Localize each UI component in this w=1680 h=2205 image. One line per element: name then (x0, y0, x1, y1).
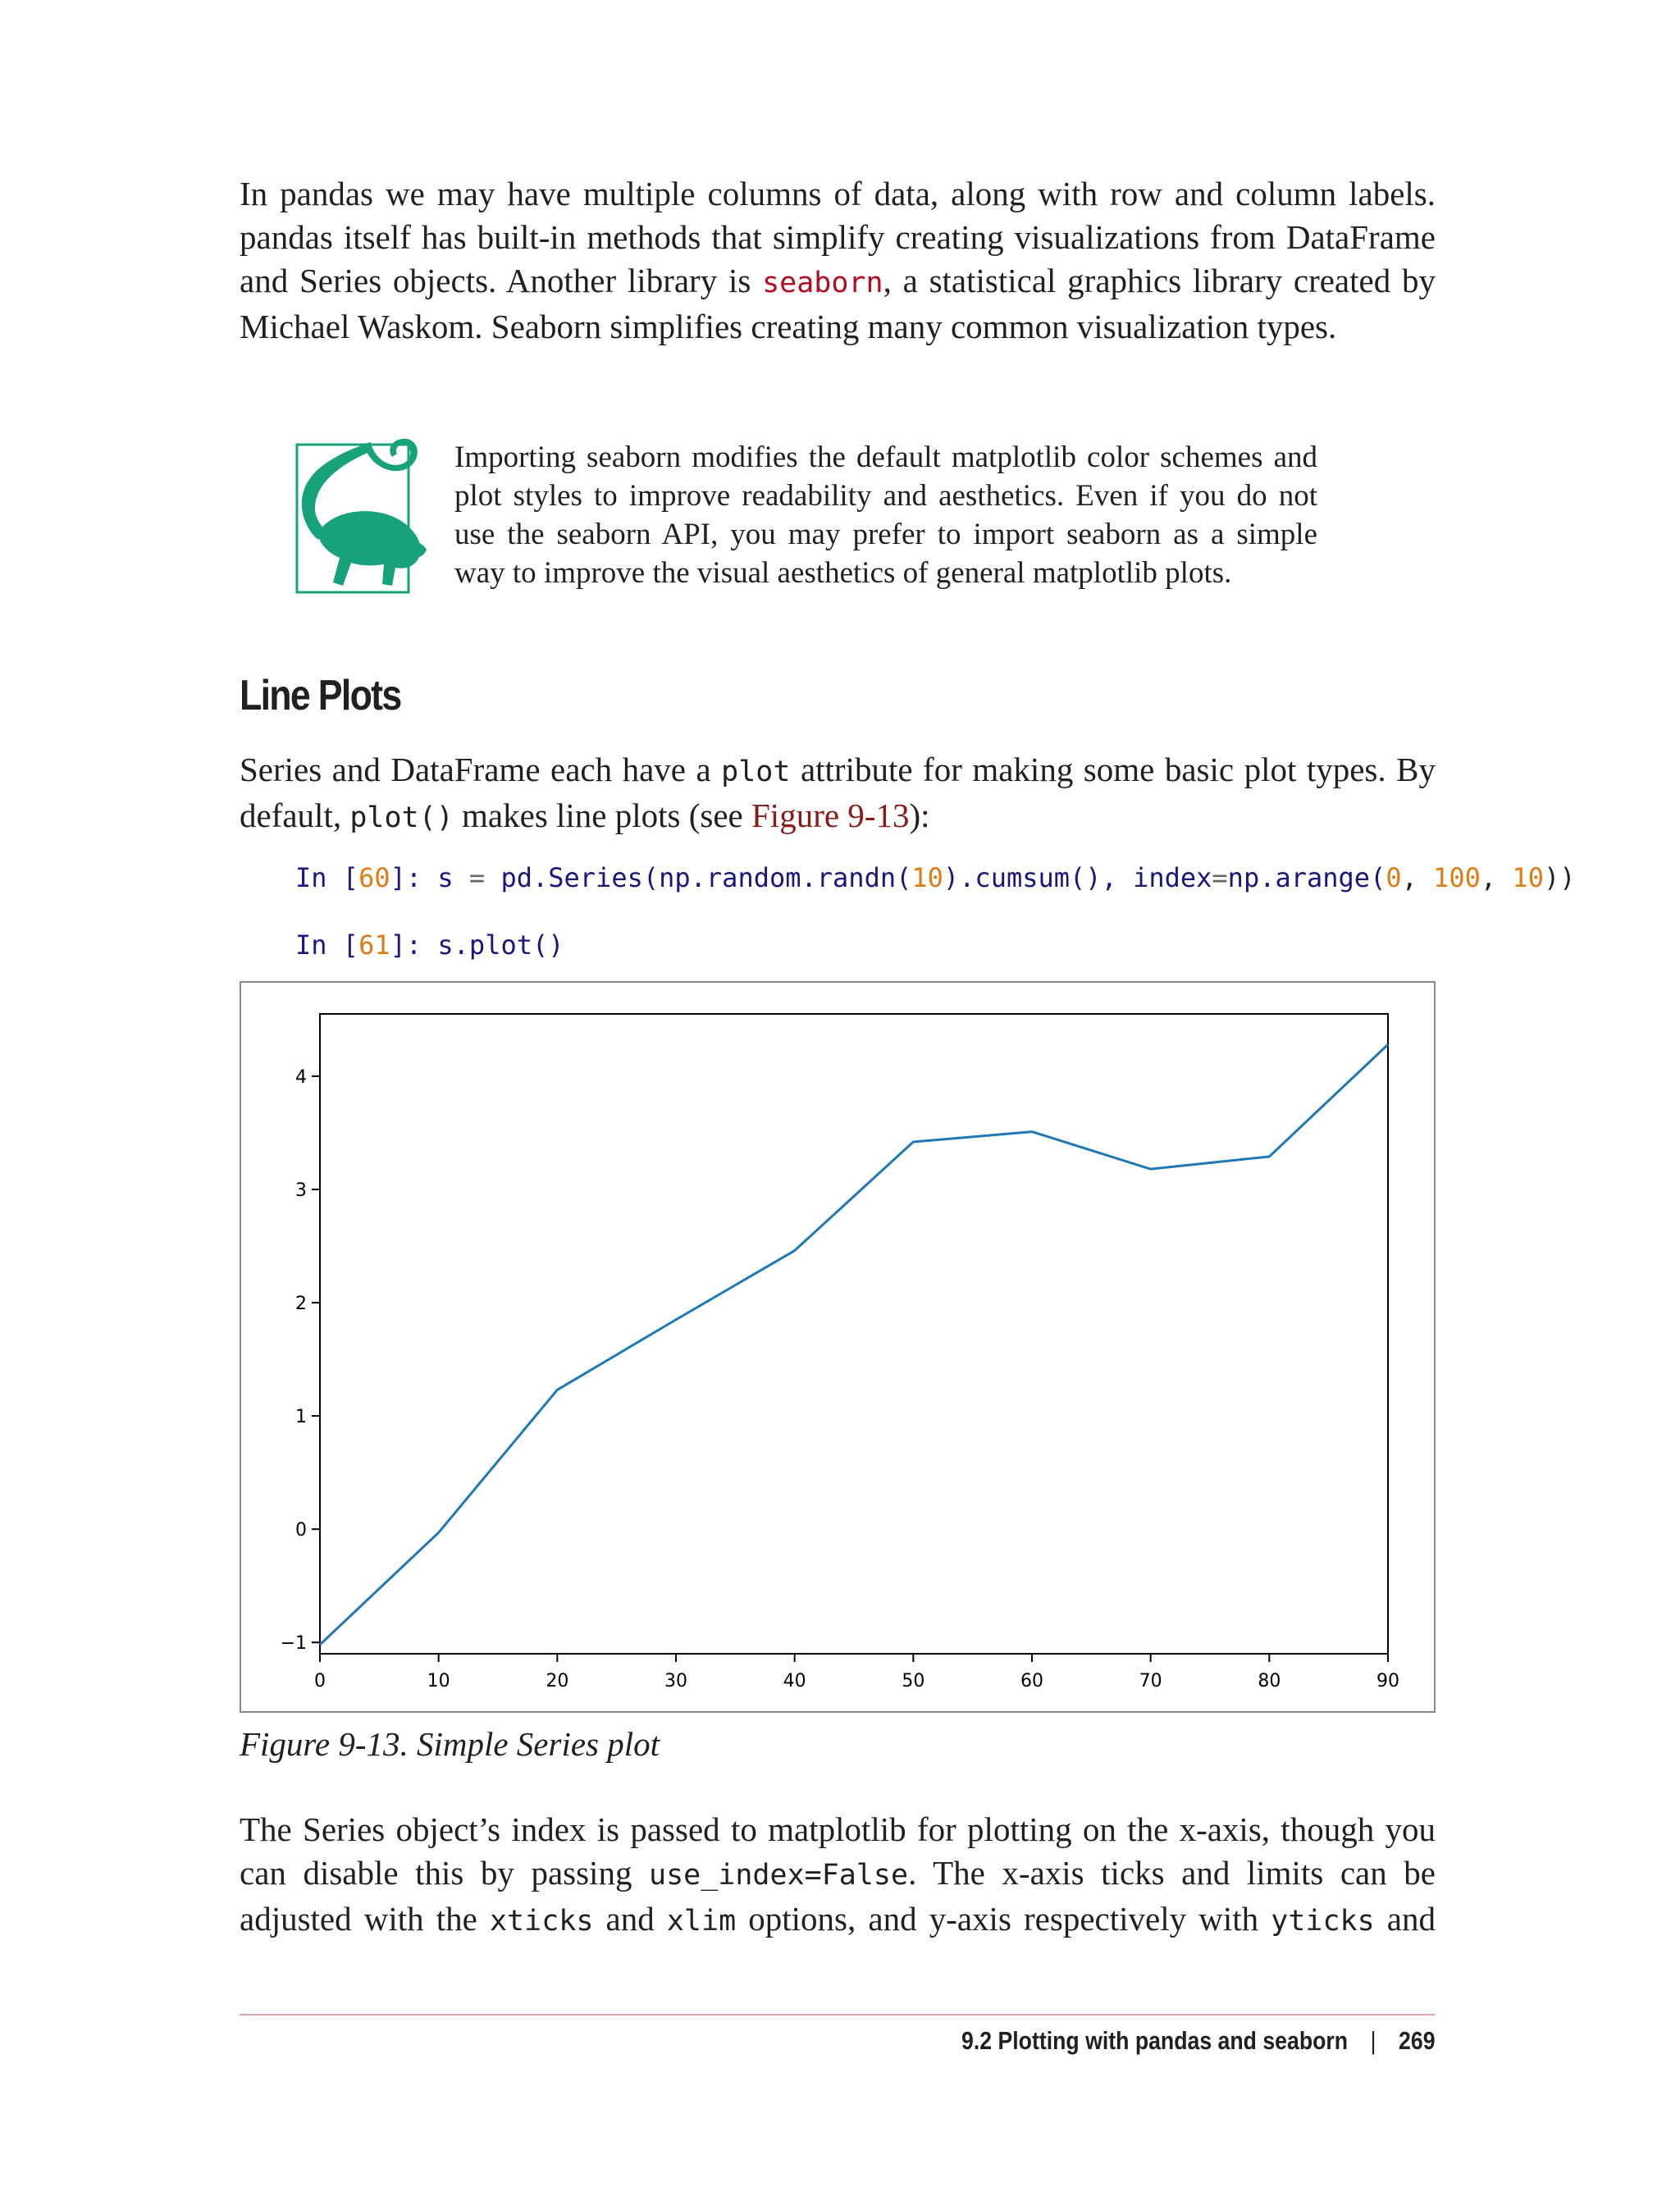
inline-code-xticks: xticks (489, 1905, 594, 1938)
inline-code-use-index: use_index=False (649, 1859, 909, 1892)
text: makes line plots (see (453, 797, 751, 834)
code-token: , (1480, 862, 1513, 893)
series-line (320, 1044, 1388, 1645)
prompt: In [ (295, 862, 359, 893)
x-tick-label: 90 (1376, 1671, 1399, 1691)
code-token: = (468, 862, 486, 893)
code-number: 10 (1512, 862, 1544, 893)
prompt-end: ]: (390, 862, 438, 893)
text: Series and DataFrame each have a (240, 751, 722, 788)
text: and (593, 1900, 667, 1938)
x-tick-label: 80 (1258, 1671, 1281, 1691)
x-tick-label: 20 (546, 1671, 569, 1691)
code-line-60 (295, 861, 1576, 894)
running-footer (961, 2026, 1436, 2056)
code-token: np.arange( (1227, 862, 1386, 893)
x-tick-label: 40 (783, 1671, 806, 1691)
code-number: 0 (1386, 862, 1402, 893)
index-paragraph (240, 1808, 1436, 1943)
code-token: s (437, 862, 469, 893)
code-line-61 (295, 929, 564, 961)
text: The Series object’s index is passed to matplotlib for plotting on the x-axis, though you can disable this by passing (240, 1810, 1436, 1892)
prompt-number: 61 (358, 929, 390, 961)
y-tick-label: 3 (295, 1180, 307, 1201)
text: options, and y-axis respectively with (736, 1900, 1271, 1938)
x-tick-label: 60 (1020, 1671, 1043, 1691)
line-chart (241, 983, 1434, 1711)
y-tick-label: −1 (280, 1633, 307, 1655)
inline-code-xlim: xlim (666, 1905, 737, 1938)
code-token: = (1212, 862, 1228, 893)
code-token: s.plot() (437, 929, 564, 961)
code-number: 10 (911, 862, 943, 893)
x-tick-label: 70 (1139, 1671, 1162, 1691)
text: and (1374, 1900, 1436, 1938)
figure-link[interactable]: Figure 9-13 (751, 797, 910, 834)
footer-section: 9.2 Plotting with pandas and seaborn (961, 2026, 1349, 2055)
y-tick-label: 2 (295, 1294, 307, 1315)
prompt-number: 60 (358, 862, 390, 893)
page-number: 269 (1399, 2026, 1436, 2055)
note-text: Importing seaborn modifies the default matplotlib color schemes and plot styles to improve readability and aesthetics. Even if you do not use the seaborn API, you may prefer to import seaborn as a simple way to improve the visual aesthetics of general matplotlib plots. (454, 441, 1317, 590)
code-number: 100 (1433, 862, 1481, 893)
code-token: )) (1543, 862, 1576, 893)
section-heading: Line Plots (240, 672, 401, 719)
footer-separator: | (1371, 2026, 1376, 2055)
footer-rule (240, 2014, 1436, 2016)
inline-code-yticks: yticks (1271, 1905, 1375, 1938)
figure-frame (240, 981, 1436, 1713)
text: ): (909, 797, 930, 834)
y-tick-label: 1 (295, 1407, 307, 1428)
x-tick-label: 0 (314, 1671, 326, 1691)
code-token: , (1401, 862, 1434, 893)
y-tick-label: 0 (295, 1520, 307, 1541)
intro-paragraph (240, 172, 1436, 349)
inline-code-plot: plot (721, 756, 791, 788)
inline-code-plot-call: plot() (349, 801, 454, 834)
lemur-icon (279, 418, 427, 623)
plot-area (320, 1014, 1388, 1654)
x-tick-label: 30 (664, 1671, 687, 1691)
inline-code-seaborn: seaborn (762, 267, 883, 299)
text: , a statistical graphics library created by Michael Waskom. Seaborn simplifies creating many common visualization types. (240, 262, 1436, 345)
text: . The x-axis ticks and limits can be adjusted with the (240, 1854, 1436, 1938)
text: attribute for making some basic plot types. By default, (240, 751, 1436, 834)
text: In pandas we may have multiple columns of data, along with row and column labels. pandas itself has built-in methods that simplify creating visualizations from DataFrame and Series objects. Another library is (240, 175, 1436, 299)
x-tick-label: 10 (427, 1671, 450, 1691)
figure-caption: Figure 9-13. Simple Series plot (240, 1725, 660, 1763)
line-plots-paragraph (240, 748, 1436, 840)
x-tick-label: 50 (902, 1671, 925, 1691)
prompt: In [ (295, 929, 359, 961)
y-tick-label: 4 (295, 1066, 307, 1088)
prompt-end: ]: (390, 929, 438, 961)
code-token: ).cumsum(), index (943, 862, 1212, 893)
code-token: pd.Series(np.random.randn( (485, 862, 912, 893)
